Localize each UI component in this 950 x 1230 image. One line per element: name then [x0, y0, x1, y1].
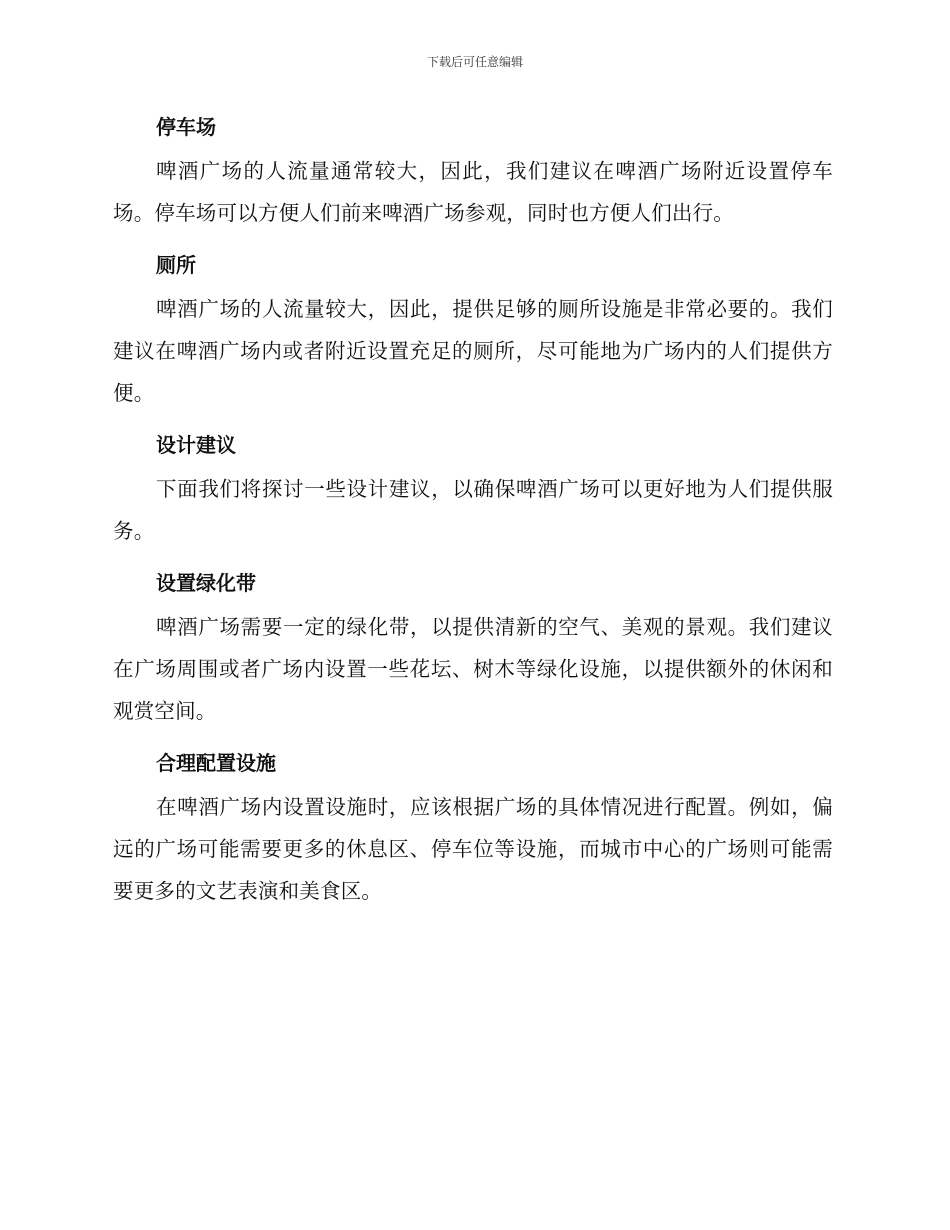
section-design-suggestions: [113, 426, 833, 552]
section-paragraph: 下面我们将探讨一些设计建议，以确保啤酒广场可以更好地为人们提供服务。: [113, 477, 833, 543]
document-body: [113, 108, 833, 924]
section-green-belt: [113, 564, 833, 732]
section-facility-configuration: [113, 744, 833, 912]
section-paragraph: 啤酒广场需要一定的绿化带，以提供清新的空气、美观的景观。我们建议在广场周围或者广场内设置一些花坛、树木等绿化设施，以提供额外的休闲和观赏空间。: [113, 615, 833, 723]
section-toilets: [113, 246, 833, 414]
section-heading: 停车场: [156, 115, 216, 139]
section-heading: 厕所: [156, 253, 196, 277]
section-heading: 设计建议: [156, 433, 236, 457]
section-paragraph: 啤酒广场的人流量通常较大，因此，我们建议在啤酒广场附近设置停车场。停车场可以方便人们前来啤酒广场参观，同时也方便人们出行。: [113, 159, 833, 225]
section-heading: 合理配置设施: [156, 751, 276, 775]
section-heading: 设置绿化带: [156, 571, 256, 595]
section-paragraph: 在啤酒广场内设置设施时，应该根据广场的具体情况进行配置。例如，偏远的广场可能需要更多的休息区、停车位等设施，而城市中心的广场则可能需要更多的文艺表演和美食区。: [113, 795, 833, 903]
section-parking: [113, 108, 833, 234]
page-header: 下载后可任意编辑: [426, 55, 523, 69]
section-paragraph: 啤酒广场的人流量较大，因此，提供足够的厕所设施是非常必要的。我们建议在啤酒广场内或者附近设置充足的厕所，尽可能地为广场内的人们提供方便。: [113, 297, 833, 405]
